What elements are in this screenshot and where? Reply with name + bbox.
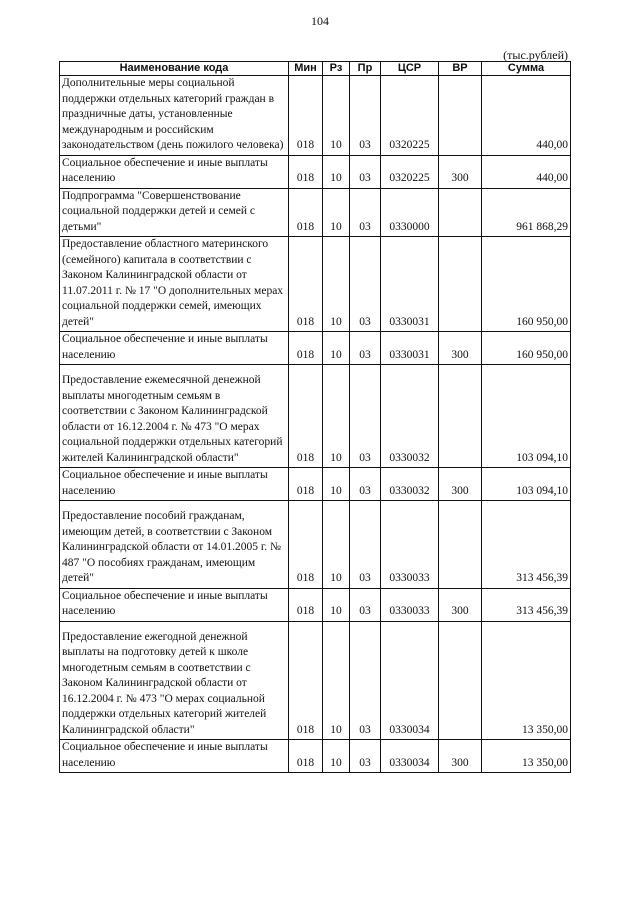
row-min-cell: 018 bbox=[289, 155, 323, 188]
row-name-text: Социальное обеспечение и иные выплаты населению bbox=[62, 469, 268, 497]
table-row bbox=[60, 740, 571, 773]
row-rz-cell: 10 bbox=[323, 155, 350, 188]
row-sum-cell: 103 094,10 bbox=[482, 468, 571, 501]
row-name-cell bbox=[60, 332, 289, 365]
row-pr-cell: 03 bbox=[350, 501, 381, 589]
row-name-text: Подпрограмма "Совершенствование социальной поддержки детей и семей с детьми" bbox=[62, 189, 255, 233]
row-vr-cell: 300 bbox=[439, 740, 482, 773]
table-row bbox=[60, 188, 571, 237]
row-sum-cell: 13 350,00 bbox=[482, 621, 571, 740]
row-min-cell: 018 bbox=[289, 468, 323, 501]
row-vr-cell bbox=[439, 76, 482, 156]
row-name-text: Социальное обеспечение и иные выплаты населению bbox=[62, 589, 268, 617]
row-vr-cell bbox=[439, 501, 482, 589]
table-row bbox=[60, 155, 571, 188]
row-rz-cell: 10 bbox=[323, 740, 350, 773]
row-csr-cell: 0330032 bbox=[381, 365, 439, 468]
row-min-cell: 018 bbox=[289, 365, 323, 468]
row-pr-cell: 03 bbox=[350, 365, 381, 468]
header-csr: ЦСР bbox=[381, 62, 439, 76]
row-name-cell bbox=[60, 237, 289, 332]
row-sum-cell: 961 868,29 bbox=[482, 188, 571, 237]
row-sum-cell: 13 350,00 bbox=[482, 740, 571, 773]
header-rz: Рз bbox=[323, 62, 350, 76]
row-min-cell: 018 bbox=[289, 740, 323, 773]
row-csr-cell: 0330033 bbox=[381, 588, 439, 621]
row-sum-cell: 313 456,39 bbox=[482, 588, 571, 621]
row-rz-cell: 10 bbox=[323, 365, 350, 468]
row-min-cell: 018 bbox=[289, 237, 323, 332]
row-name-cell bbox=[60, 588, 289, 621]
row-pr-cell: 03 bbox=[350, 188, 381, 237]
row-min-cell: 018 bbox=[289, 588, 323, 621]
row-csr-cell: 0330033 bbox=[381, 501, 439, 589]
row-name-cell bbox=[60, 365, 289, 468]
row-pr-cell: 03 bbox=[350, 621, 381, 740]
row-vr-cell: 300 bbox=[439, 588, 482, 621]
row-vr-cell bbox=[439, 237, 482, 332]
row-pr-cell: 03 bbox=[350, 740, 381, 773]
row-sum-cell: 160 950,00 bbox=[482, 332, 571, 365]
row-sum-cell: 160 950,00 bbox=[482, 237, 571, 332]
row-vr-cell bbox=[439, 188, 482, 237]
row-pr-cell: 03 bbox=[350, 332, 381, 365]
row-csr-cell: 0330031 bbox=[381, 332, 439, 365]
row-vr-cell bbox=[439, 365, 482, 468]
row-name-text: Предоставление ежемесячной денежной выплаты многодетным семьям в соответствии с Законом Калининградской области от 16.12.2004 г. № 473 "О мерах социальной поддержки отдельных категорий жителей Калининградской области" bbox=[62, 374, 283, 464]
row-min-cell: 018 bbox=[289, 332, 323, 365]
row-pr-cell: 03 bbox=[350, 76, 381, 156]
row-name-cell bbox=[60, 621, 289, 740]
row-name-text: Социальное обеспечение и иные выплаты населению bbox=[62, 156, 268, 184]
row-rz-cell: 10 bbox=[323, 621, 350, 740]
row-rz-cell: 10 bbox=[323, 468, 350, 501]
row-csr-cell: 0330032 bbox=[381, 468, 439, 501]
row-sum-cell: 440,00 bbox=[482, 76, 571, 156]
row-name-text: Предоставление ежегодной денежной выплаты на подготовку детей к школе многодетным семьям в соответствии с Законом Калининградской области от 16.12.2004 г. № 473 "О мерах социальной поддержки отдельных категорий жителей Калининградской области" bbox=[62, 630, 267, 736]
row-csr-cell: 0330034 bbox=[381, 740, 439, 773]
row-sum-cell: 440,00 bbox=[482, 155, 571, 188]
row-csr-cell: 0330034 bbox=[381, 621, 439, 740]
row-name-cell bbox=[60, 76, 289, 156]
row-vr-cell: 300 bbox=[439, 332, 482, 365]
row-name-cell bbox=[60, 740, 289, 773]
row-pr-cell: 03 bbox=[350, 155, 381, 188]
row-name-text: Социальное обеспечение и иные выплаты населению bbox=[62, 333, 268, 361]
row-csr-cell: 0330031 bbox=[381, 237, 439, 332]
row-name-text: Предоставление областного материнского (семейного) капитала в соответствии с Законом Калининградской области от 11.07.2011 г. № 17 "О дополнительных мерах социальной поддержки семей, имеющих детей" bbox=[62, 238, 284, 328]
row-rz-cell: 10 bbox=[323, 588, 350, 621]
budget-table bbox=[59, 61, 571, 773]
row-name-text: Социальное обеспечение и иные выплаты населению bbox=[62, 741, 268, 769]
row-rz-cell: 10 bbox=[323, 332, 350, 365]
table-row bbox=[60, 76, 571, 156]
row-pr-cell: 03 bbox=[350, 468, 381, 501]
table-row bbox=[60, 588, 571, 621]
table-row bbox=[60, 621, 571, 740]
header-min: Мин bbox=[289, 62, 323, 76]
table-body bbox=[60, 76, 571, 773]
table-row bbox=[60, 468, 571, 501]
row-name-text: Предоставление пособий гражданам, имеющим детей, в соответствии с Законом Калининградской области от 14.01.2005 г. № 487 "О пособиях гражданам, имеющим детей" bbox=[62, 510, 281, 584]
row-vr-cell: 300 bbox=[439, 468, 482, 501]
row-name-cell bbox=[60, 155, 289, 188]
row-pr-cell: 03 bbox=[350, 588, 381, 621]
row-name-cell bbox=[60, 468, 289, 501]
table-header-row bbox=[60, 62, 571, 76]
page-number: 104 bbox=[311, 14, 329, 28]
units-label: (тыс.рублей) bbox=[503, 48, 568, 62]
table-row bbox=[60, 332, 571, 365]
row-name-cell bbox=[60, 188, 289, 237]
row-vr-cell bbox=[439, 621, 482, 740]
row-csr-cell: 0320225 bbox=[381, 155, 439, 188]
row-pr-cell: 03 bbox=[350, 237, 381, 332]
row-name-cell bbox=[60, 501, 289, 589]
row-sum-cell: 103 094,10 bbox=[482, 365, 571, 468]
row-min-cell: 018 bbox=[289, 188, 323, 237]
row-spacer bbox=[62, 365, 286, 373]
row-rz-cell: 10 bbox=[323, 237, 350, 332]
row-spacer bbox=[62, 501, 286, 509]
header-name: Наименование кода bbox=[60, 62, 289, 76]
header-vr: ВР bbox=[439, 62, 482, 76]
table-row bbox=[60, 237, 571, 332]
row-sum-cell: 313 456,39 bbox=[482, 501, 571, 589]
row-min-cell: 018 bbox=[289, 621, 323, 740]
row-min-cell: 018 bbox=[289, 501, 323, 589]
table-row bbox=[60, 501, 571, 589]
row-rz-cell: 10 bbox=[323, 188, 350, 237]
row-csr-cell: 0320225 bbox=[381, 76, 439, 156]
header-pr: Пр bbox=[350, 62, 381, 76]
row-name-text: Дополнительные меры социальной поддержки отдельных категорий граждан в праздничные даты, установленные международным и российским законодательством (день пожилого человека) bbox=[62, 77, 284, 151]
row-min-cell: 018 bbox=[289, 76, 323, 156]
header-sum: Сумма bbox=[482, 62, 571, 76]
row-rz-cell: 10 bbox=[323, 76, 350, 156]
row-vr-cell: 300 bbox=[439, 155, 482, 188]
row-csr-cell: 0330000 bbox=[381, 188, 439, 237]
row-spacer bbox=[62, 622, 286, 630]
table-row bbox=[60, 365, 571, 468]
row-rz-cell: 10 bbox=[323, 501, 350, 589]
